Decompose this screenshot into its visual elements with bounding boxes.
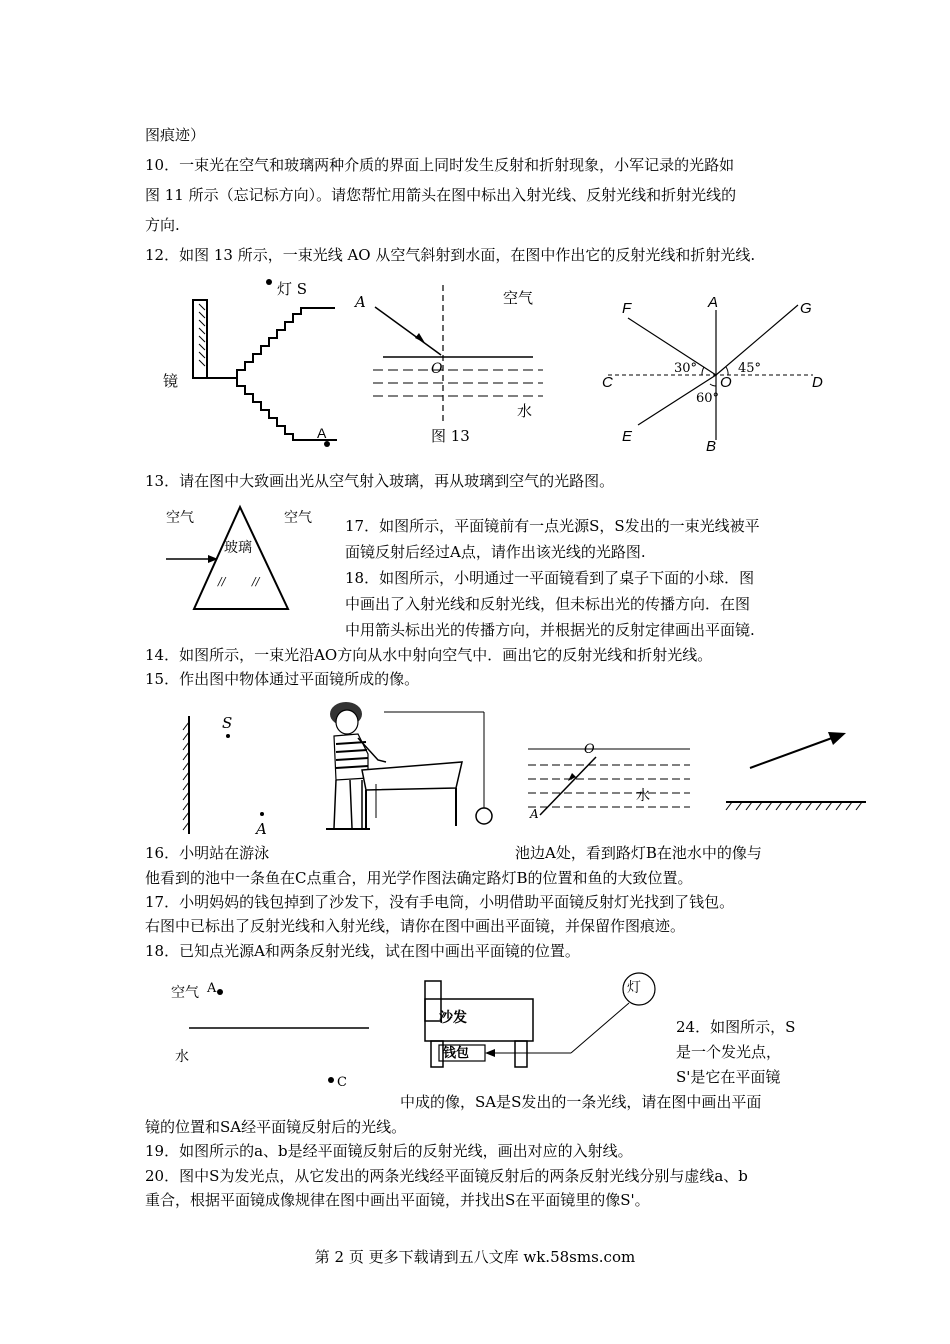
figure-point-mirror [180,712,280,840]
point-o-label: O [431,361,443,377]
point-a-label: A [708,294,719,311]
question-13-line: 13．请在图中大致画出光从空气射入玻璃，再从玻璃到空气的光路图。 [145,472,615,490]
figure-sofa [415,965,665,1075]
question-10-line: 10．一束光在空气和玻璃两种介质的界面上同时发生反射和折射现象，小军记录的光路如 [145,156,735,174]
point-d-label: D [812,374,823,391]
question-17-line: 17．如图所示，平面镜前有一点光源S，S发出的一束光线被平 [345,517,760,535]
mark-label: // [252,575,260,588]
point-c-label: C [602,374,613,391]
point-s-label: S [222,714,233,732]
text-line: S'是它在平面镜 [676,1068,781,1086]
text-line: 他看到的池中一条鱼在C点重合，用光学作图法确定路灯B的位置和鱼的大致位置。 [145,869,693,887]
point-a-label: A [355,293,366,311]
point-c-label: C [337,1075,347,1090]
figure-angles [598,290,828,460]
text-line: 中画出了入射光线和反射光线，但未标出光的传播方向．在图 [345,595,751,613]
point-f-label: F [622,300,632,317]
text-line: 镜的位置和SA经平面镜反射后的光线。 [145,1118,407,1136]
air-label: 空气 [503,289,534,307]
water-label: 水 [636,788,650,804]
angle-45-label: 45° [738,361,762,376]
point-a-label: A [256,820,267,838]
point-a-label: A [530,807,539,821]
sofa-label: 沙发 [439,1010,467,1026]
figure-prism [160,505,330,617]
question-18-line: 18．如图所示，小明通过一平面镜看到了桌子下面的小球．图 [345,569,755,587]
glass-label: 玻璃 [224,540,252,556]
figure-caption: 图 13 [431,427,470,445]
text-line: 图痕迹） [145,126,206,144]
text-line: 重合，根据平面镜成像规律在图中画出平面镜，并找出S在平面镜里的像S'。 [145,1191,650,1209]
water-label: 水 [517,402,533,420]
mark-label: // [218,575,226,588]
lamp-label: 灯 S [277,280,308,298]
point-g-label: G [800,300,812,317]
mirror-label: 镜 [163,372,179,390]
point-o-label: O [720,374,732,391]
text-line: 中用箭头标出光的传播方向，并根据光的反射定律画出平面镜. [345,621,755,639]
question-16-line: 16．小明站在游泳 [145,844,270,862]
figure-arrow-ground [720,718,870,818]
question-14-line: 14．如图所示，一束光沿AO方向从水中射向空气中．画出它的反射光线和折射光线。 [145,646,713,664]
figure-boy-table [322,698,502,838]
text-line: 图 11 所示（忘记标方向）。请您帮忙用箭头在图中标出入射光线、反射光线和折射光线的 [145,186,737,204]
text-line: 是一个发光点， [676,1043,782,1061]
point-o-label: O [584,742,595,757]
figure-stairs-mirror [155,272,345,452]
air-label: 空气 [171,985,199,1001]
figure-water-14 [528,742,693,825]
point-e-label: E [622,428,633,445]
question-17b-line: 17．小明妈妈的钱包掉到了沙发下，没有手电筒，小明借助平面镜反射灯光找到了钱包。 [145,893,735,911]
air-left-label: 空气 [166,510,194,526]
text-line: 面镜反射后经过A点，请作出该光线的光路图. [345,543,646,561]
lamp-label: 灯 [627,980,641,996]
point-a-label: A [317,425,327,441]
figure-13 [355,285,555,450]
point-a-label: A [207,981,217,996]
question-20-line: 20．图中S为发光点，从它发出的两条光线经平面镜反射后的两条反射光线分别与虚线a、b [145,1167,748,1185]
text-line: 右图中已标出了反射光线和入射光线，请你在图中画出平面镜，并保留作图痕迹。 [145,917,686,935]
water-label: 水 [175,1049,189,1065]
air-right-label: 空气 [284,510,312,526]
question-24-line: 24．如图所示，S [676,1018,796,1036]
question-12-line: 12．如图 13 所示，一束光线 AO 从空气斜射到水面，在图中作出它的反射光线和折射光线. [145,246,756,264]
text-line: 方向. [145,216,180,234]
question-19-line: 19．如图所示的a、b是经平面镜反射后的反射光线，画出对应的入射线。 [145,1142,633,1160]
angle-30-label: 30° [674,361,698,376]
wallet-label: 钱包 [443,1046,470,1061]
page-footer: 第 2 页 更多下载请到五八文库 wk.58sms.com [314,1248,636,1266]
figure-pool [165,982,375,1092]
point-b-label: B [706,438,717,455]
question-15-line: 15．作出图中物体通过平面镜所成的像。 [145,670,420,688]
text-line: 池边A处，看到路灯B在池水中的像与 [515,844,762,862]
angle-60-label: 60° [696,391,720,406]
question-18b-line: 18．已知点光源A和两条反射光线，试在图中画出平面镜的位置。 [145,942,580,960]
text-line: 中成的像，SA是S发出的一条光线，请在图中画出平面 [400,1093,762,1111]
